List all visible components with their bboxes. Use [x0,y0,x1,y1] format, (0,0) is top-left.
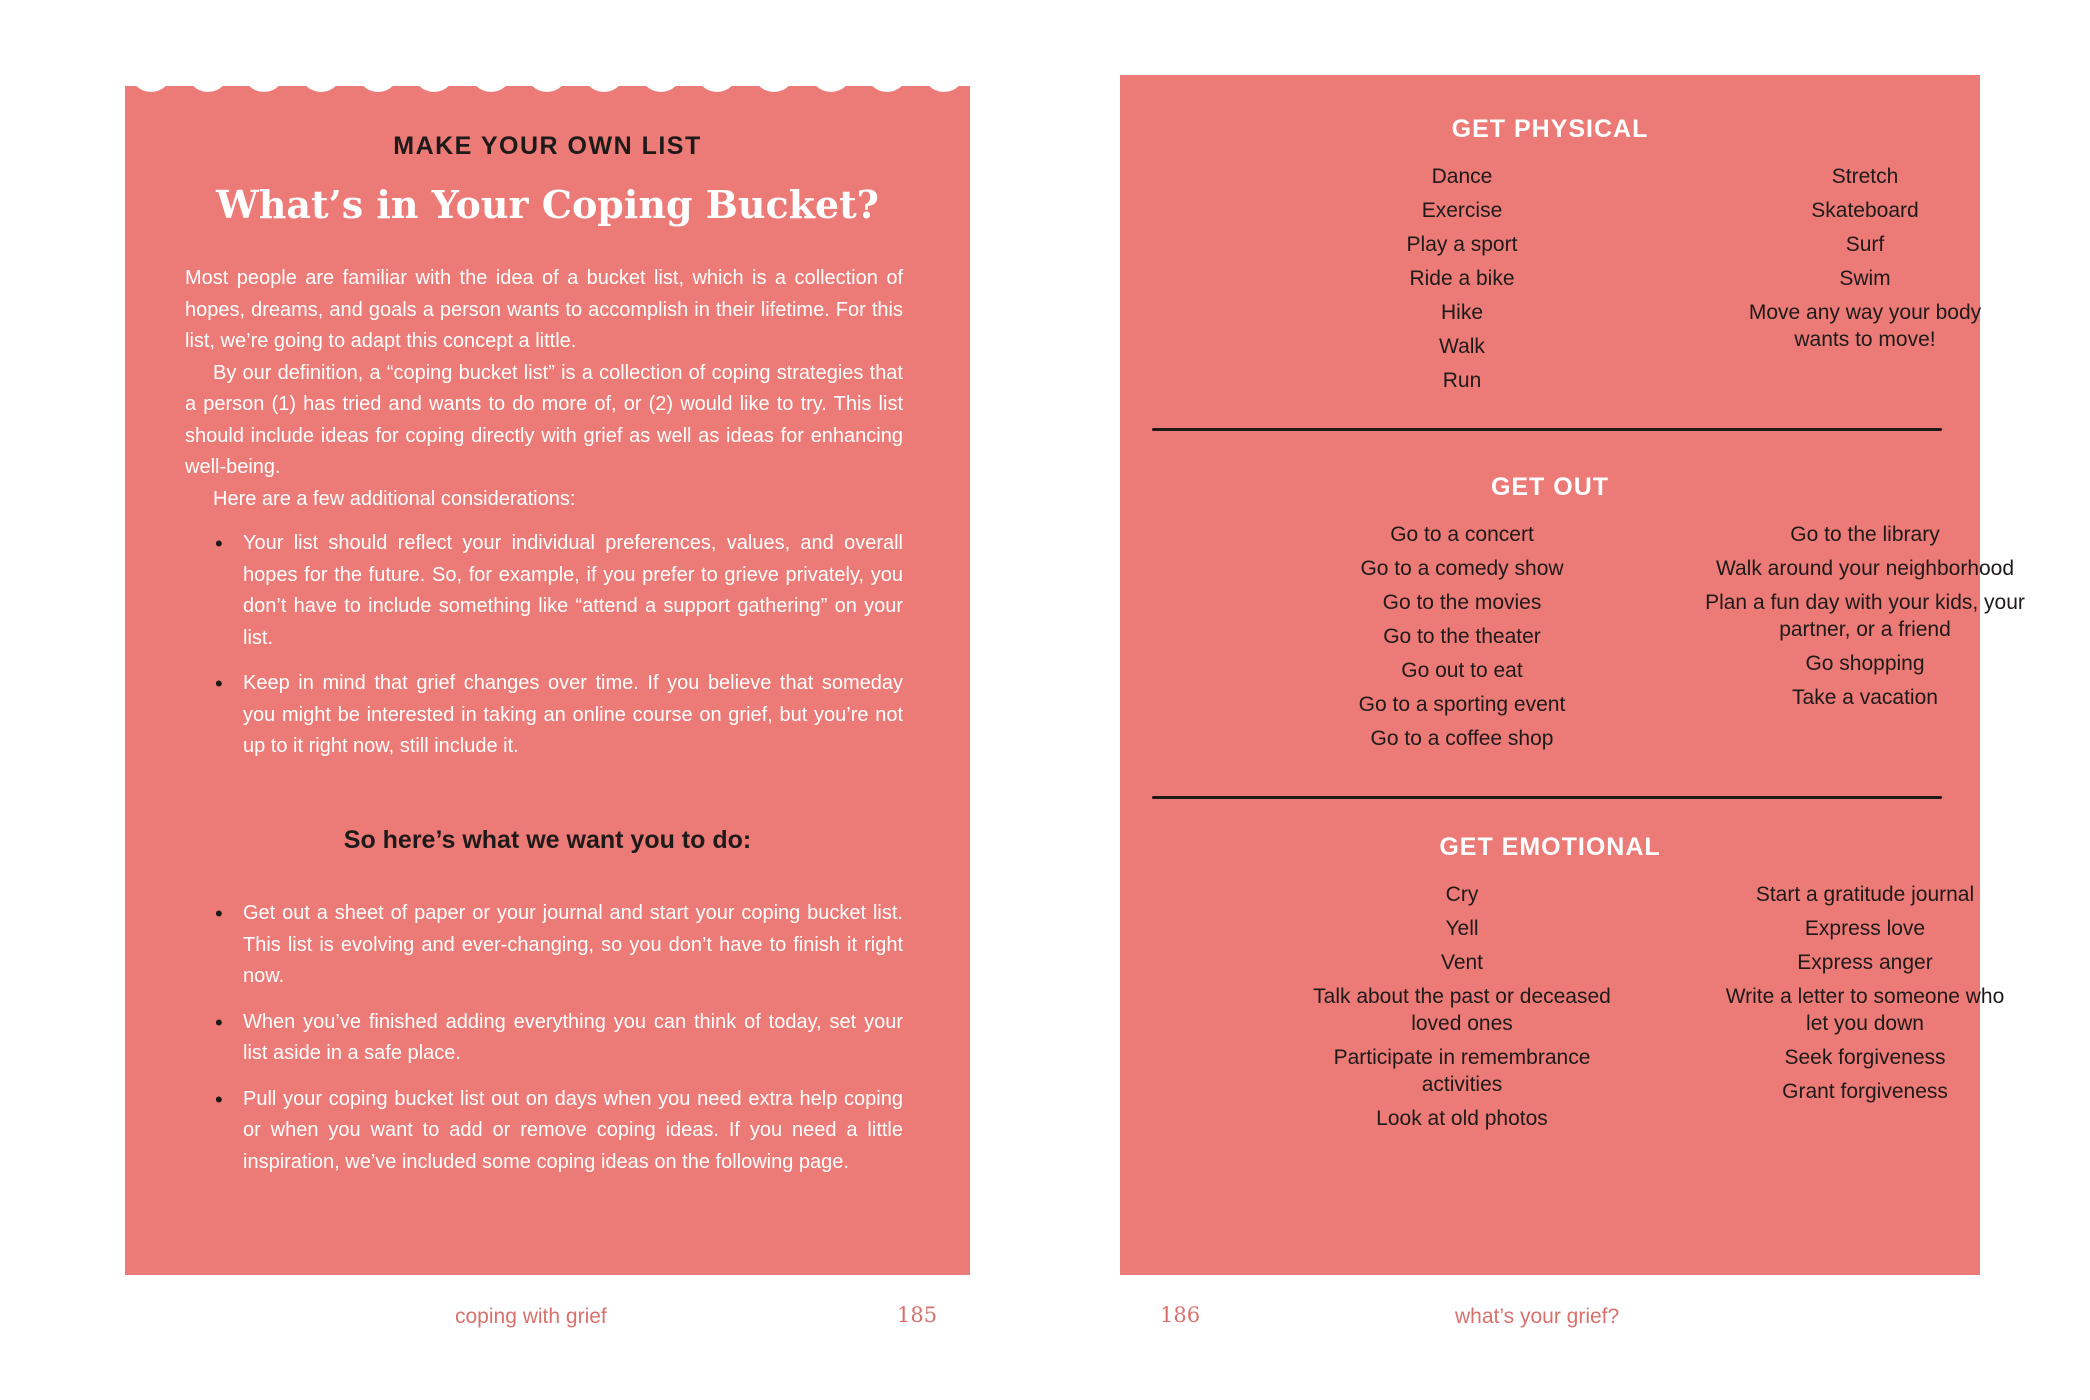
emotional-right-column [1665,881,2065,1112]
hole [810,50,852,92]
list-item: Go out to eat [1401,659,1523,682]
section-kicker: MAKE YOUR OWN LIST [393,132,702,160]
hole [243,50,285,92]
list-item: Seek forgiveness [1784,1046,1946,1069]
hole [357,50,399,92]
list-item: Take a vacation [1792,686,1938,709]
list-item: Participate in remembrance activities [1333,1046,1591,1096]
list-item: Write a letter to someone who let you down [1725,985,2005,1035]
hole [187,50,229,92]
hole [526,50,568,92]
bullet-icon: • [215,531,223,556]
list-item: Hike [1440,301,1483,324]
list-item [185,668,903,763]
intro-paragraph: By our definition, a “coping bucket list” is a collection of coping strategies that a person (1) has tried and wants to do more of, or (2) would like to try. This list should include ideas for coping directly with grief as well as ideas for enhancing well-being. [185,361,903,478]
list-item: Cry [1445,883,1479,906]
list-item: Look at old photos [1376,1107,1548,1130]
hole [866,50,908,92]
hole [923,50,965,92]
page-number-left: 185 [897,1303,938,1327]
list-item: Swim [1839,267,1891,290]
bullet-icon: • [215,1009,223,1035]
considerations-list [185,528,903,777]
hole [300,50,342,92]
list-item: Yell [1445,917,1479,940]
list-item: Express anger [1797,951,1933,974]
list-item-text: When you’ve finished adding everything you can think of today, set your list aside in a safe place. [243,1010,903,1064]
list-item: Play a sport [1406,233,1518,256]
right-page-paper [1120,75,2025,1275]
list-item: Go shopping [1805,652,1925,675]
list-item: Start a gratitude journal [1755,883,1975,906]
list-item: Talk about the past or deceased loved ones [1313,985,1611,1035]
section-title-get-out: GET OUT [1490,473,1610,501]
physical-right-column [1665,163,2065,360]
list-item: Vent [1440,951,1484,974]
list-item: Ride a bike [1409,267,1515,290]
section-title-get-emotional: GET EMOTIONAL [1439,833,1661,861]
list-item: Walk [1439,335,1485,358]
hole [470,50,512,92]
steps-list [185,898,903,1192]
list-item: Go to the library [1790,523,1940,546]
subheading: So here’s what we want you to do: [343,826,752,854]
list-item: Run [1442,369,1482,392]
out-left-column [1262,521,1662,759]
intro-paragraph: Most people are familiar with the idea of a bucket list, which is a collection of hopes, dreams, and goals a person wants to accomplish in their lifetime. For this list, we’re going to adapt this concept a little. [185,267,903,352]
hole [640,50,682,92]
list-item: Walk around your neighborhood [1715,557,2015,580]
list-item: Dance [1431,165,1493,188]
bullet-icon: • [215,901,223,926]
list-item: Go to a coffee shop [1370,727,1554,750]
list-item [185,1084,903,1179]
list-item: Move any way your body wants to move! [1748,301,1982,351]
list-item-text: Keep in mind that grief changes over time. If you believe that someday you might be interested in taking an online course on grief, but you’re not up to it right now, still include it. [243,672,903,757]
list-item: Surf [1845,233,1885,256]
running-head-left: coping with grief [455,1305,607,1328]
list-item: Go to a sporting event [1358,693,1566,716]
list-item [185,1007,903,1070]
list-item [185,898,903,993]
list-item: Express love [1804,917,1926,940]
section-divider [1152,796,1942,799]
page-number-right: 186 [1160,1303,1201,1327]
list-item-text: Get out a sheet of paper or your journal and start your coping bucket list. This list is evolving and ever-changing, so you don’t have to finish it right now. [243,902,903,987]
section-title-get-physical: GET PHYSICAL [1451,115,1649,143]
intro-paragraph: Here are a few additional considerations: [213,487,576,510]
list-item: Exercise [1421,199,1503,222]
list-item-text: Your list should reflect your individual preferences, values, and overall hopes for the future. So, for example, if you prefer to grieve privately, you don’t have to include something like “attend a support gathering” on your list. [243,532,903,649]
intro-text [185,263,903,515]
hole [696,50,738,92]
list-item: Plan a fun day with your kids, your partner, or a friend [1705,591,2025,641]
page-title: What’s in Your Coping Bucket? [216,182,879,227]
list-item [185,528,903,654]
hole [130,50,172,92]
list-item: Stretch [1831,165,1899,188]
notebook-holes [130,50,965,100]
out-right-column [1665,521,2065,718]
hole [753,50,795,92]
hole [583,50,625,92]
bullet-icon: • [215,671,223,696]
list-item: Skateboard [1811,199,1919,222]
list-item-text: Pull your coping bucket list out on days when you need extra help coping or when you want to add or remove coping ideas. If you need a little inspiration, we’ve included some coping ideas on the following page. [243,1087,903,1173]
emotional-left-column [1262,881,1662,1139]
list-item: Go to the movies [1382,591,1542,614]
bullet-icon: • [215,1086,223,1112]
left-page-paper [125,70,970,1275]
running-head-right: what’s your grief? [1455,1305,1620,1328]
list-item: Grant forgiveness [1782,1080,1948,1103]
list-item: Go to a comedy show [1360,557,1564,580]
list-item: Go to a concert [1390,523,1534,546]
hole [413,50,455,92]
section-divider [1152,428,1942,431]
list-item: Go to the theater [1383,625,1541,648]
physical-left-column [1262,163,1662,401]
